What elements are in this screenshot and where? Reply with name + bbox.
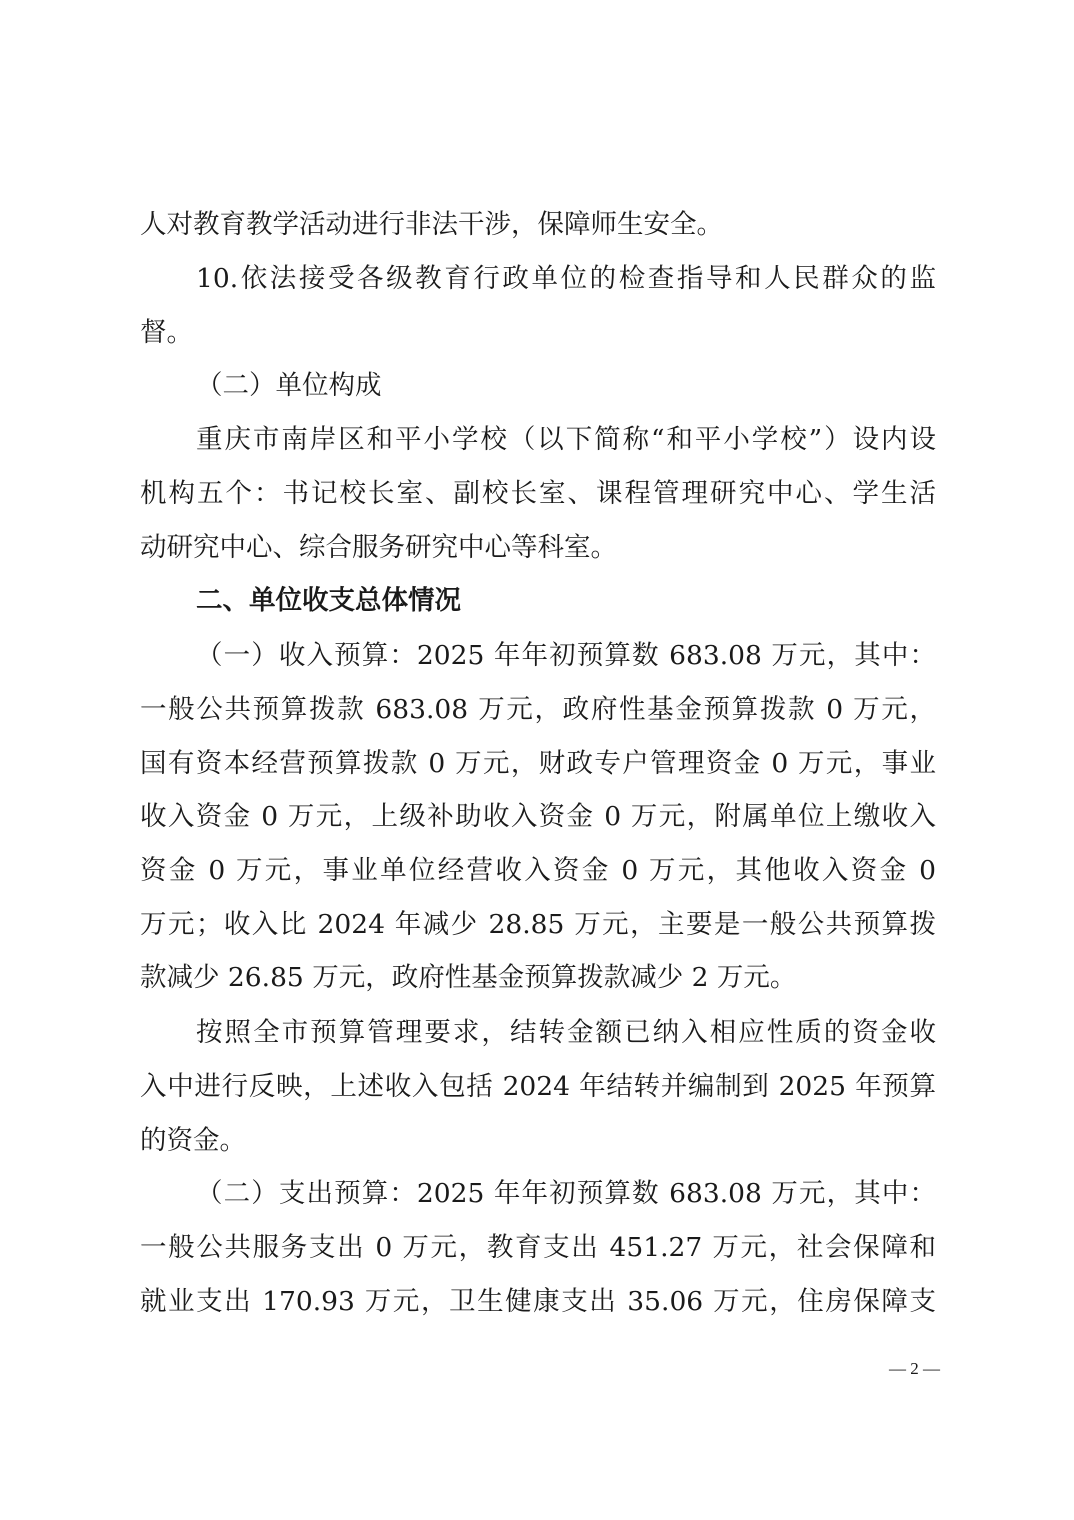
paragraph-line: 重庆市南岸区和平小学校（以下简称“和平小学校”）设内设 — [196, 424, 936, 455]
paragraph-line: 万元；收入比 2024 年减少 28.85 万元，主要是一般公共预算拨 — [140, 909, 936, 940]
section-heading: 二、单位收支总体情况 — [196, 585, 461, 616]
paragraph-line: 国有资本经营预算拨款 0 万元，财政专户管理资金 0 万元，事业 — [140, 748, 936, 779]
paragraph-line: （二）支出预算：2025 年年初预算数 683.08 万元，其中： — [196, 1178, 936, 1209]
paragraph-line: 人对教育教学活动进行非法干涉，保障师生安全。 — [140, 209, 723, 240]
paragraph-line: 动研究中心、综合服务研究中心等科室。 — [140, 532, 617, 563]
page-number: — 2 — — [889, 1359, 940, 1378]
paragraph-line: 收入资金 0 万元，上级补助收入资金 0 万元，附属单位上缴收入 — [140, 801, 936, 832]
paragraph-line: 督。 — [140, 317, 193, 348]
paragraph-line: 一般公共预算拨款 683.08 万元，政府性基金预算拨款 0 万元， — [140, 694, 936, 725]
paragraph-line: 的资金。 — [140, 1125, 246, 1156]
paragraph-line: 入中进行反映，上述收入包括 2024 年结转并编制到 2025 年预算 — [140, 1071, 936, 1102]
paragraph-line: 机构五个：书记校长室、副校长室、课程管理研究中心、学生活 — [140, 478, 936, 509]
paragraph-line: 按照全市预算管理要求，结转金额已纳入相应性质的资金收 — [196, 1017, 936, 1048]
paragraph-line: 资金 0 万元，事业单位经营收入资金 0 万元，其他收入资金 0 — [140, 855, 936, 886]
subsection-heading: （二）单位构成 — [196, 370, 382, 401]
paragraph-line: 就业支出 170.93 万元，卫生健康支出 35.06 万元，住房保障支 — [140, 1286, 936, 1317]
paragraph-line: 10.依法接受各级教育行政单位的检查指导和人民群众的监 — [196, 263, 936, 294]
paragraph-line: （一）收入预算：2025 年年初预算数 683.08 万元，其中： — [196, 640, 936, 671]
paragraph-line: 款减少 26.85 万元，政府性基金预算拨款减少 2 万元。 — [140, 962, 797, 993]
paragraph-line: 一般公共服务支出 0 万元，教育支出 451.27 万元，社会保障和 — [140, 1232, 936, 1263]
